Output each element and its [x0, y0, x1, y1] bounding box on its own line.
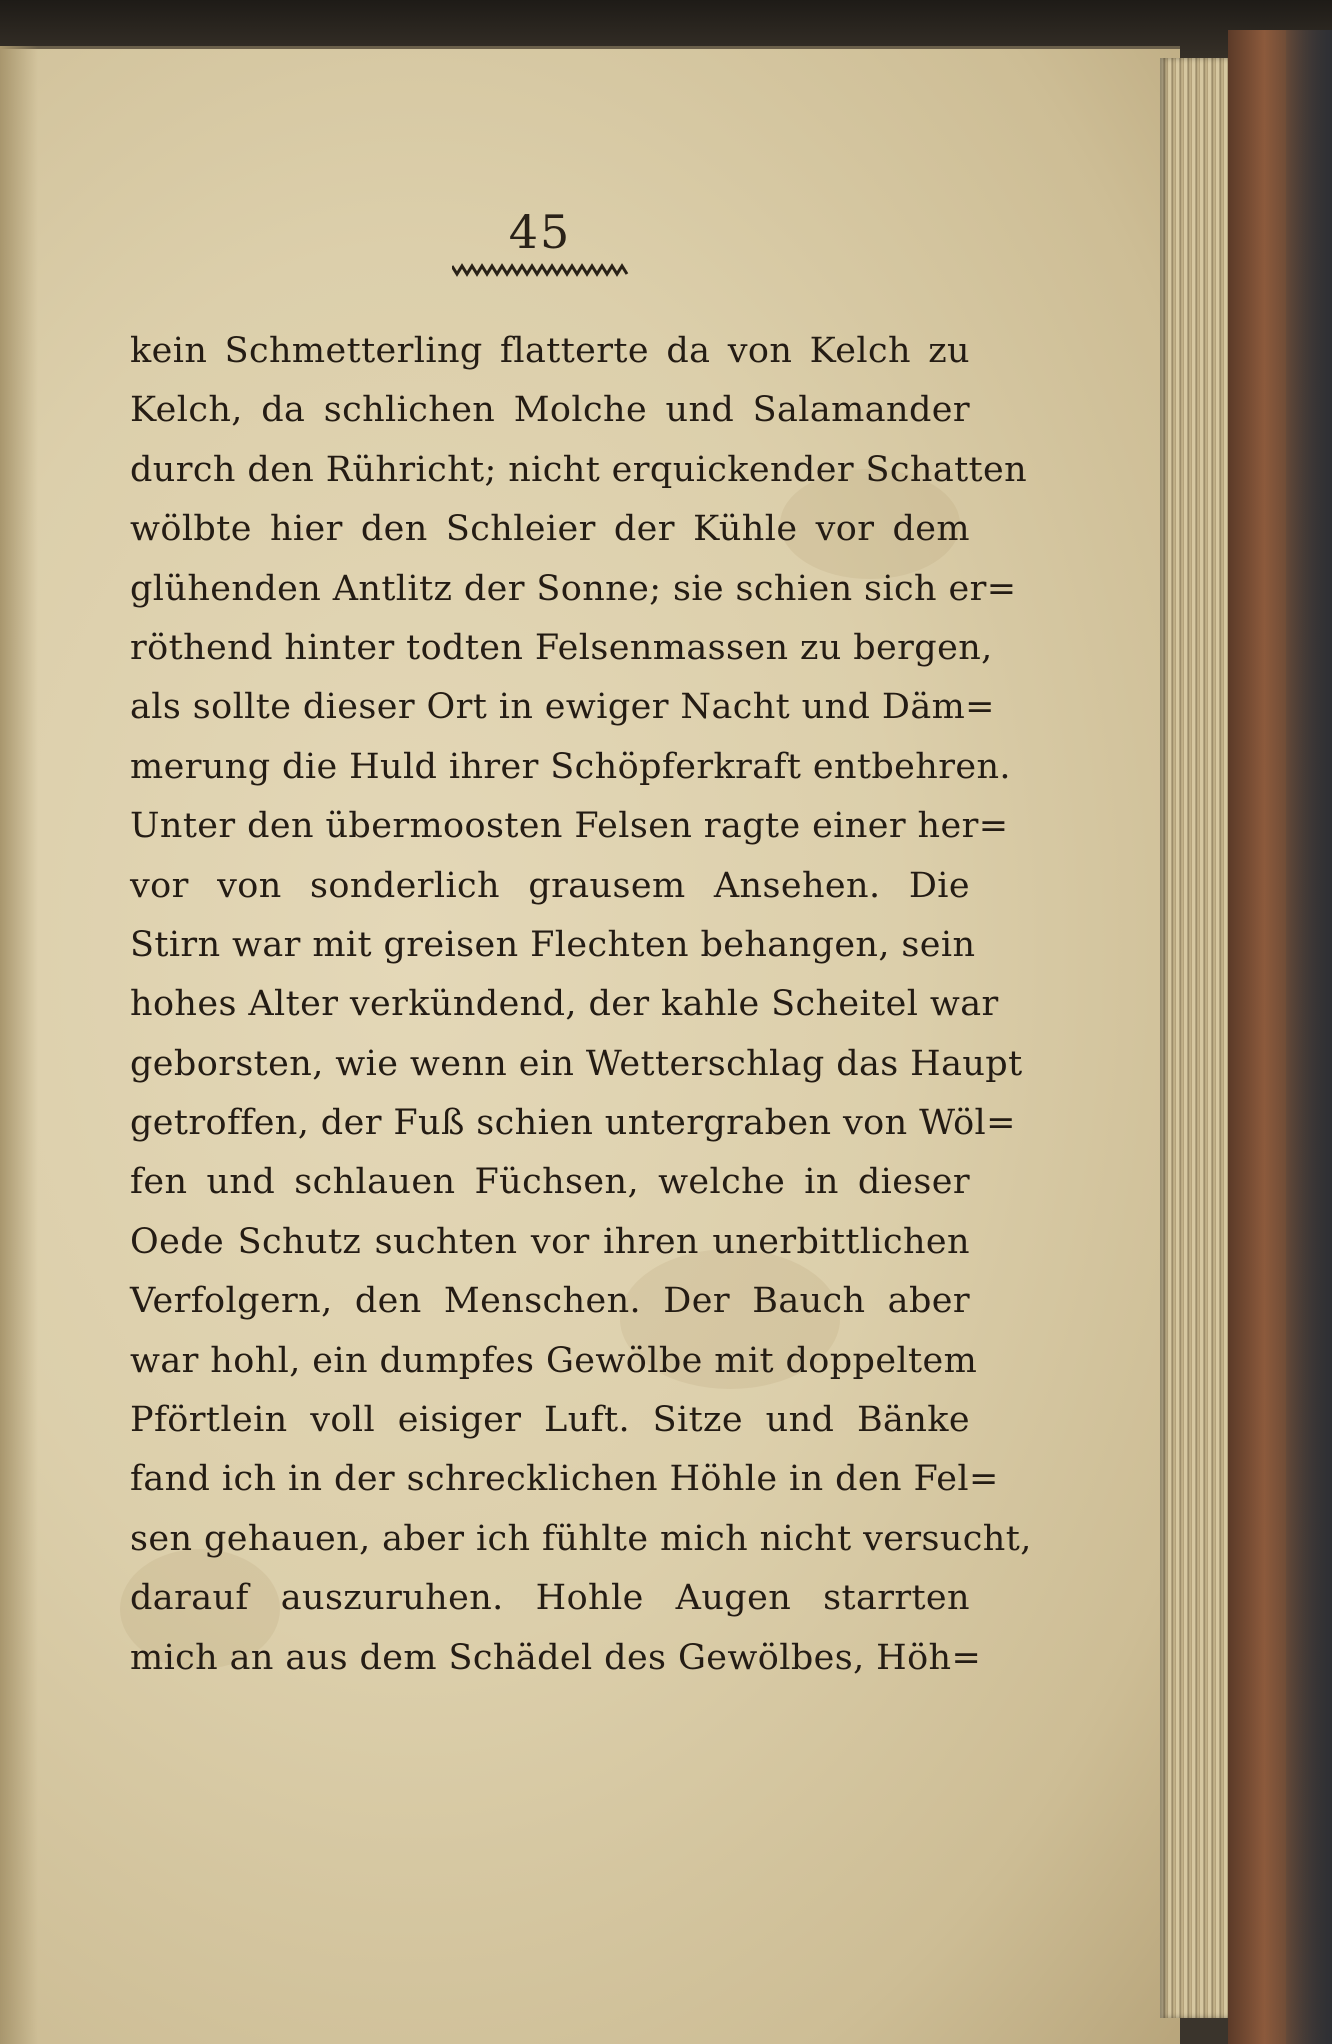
- text-line: glühenden Antlitz der Sonne; sie schien sich er=: [130, 568, 1017, 609]
- body-text: [130, 322, 1032, 1688]
- text-line: kein Schmetterling flatterte da von Kelch zu: [130, 331, 970, 371]
- text-line: geborsten, wie wenn ein Wetterschlag das Haupt: [130, 1043, 1023, 1084]
- text-line: sen gehauen, aber ich fühlte mich nicht versucht,: [130, 1518, 1032, 1559]
- text-line: merung die Huld ihrer Schöpferkraft entbehren.: [130, 746, 1011, 787]
- text-line: Pförtlein voll eisiger Luft. Sitze und Bänke: [130, 1400, 970, 1441]
- book-cover-shade: [1286, 30, 1332, 2044]
- text-line: Oede Schutz suchten vor ihren unerbittlichen: [130, 1221, 970, 1262]
- page-gutter-left: [0, 46, 38, 2044]
- text-line: fen und schlauen Füchsen, welche in dieser: [130, 1162, 970, 1203]
- text-line: war hohl, ein dumpfes Gewölbe mit doppeltem: [130, 1340, 978, 1381]
- text-line: Unter den übermoosten Felsen ragte einer her=: [130, 806, 1009, 847]
- wavy-rule-ornament: [452, 262, 630, 278]
- text-line: Kelch, da schlichen Molche und Salamander: [130, 390, 970, 431]
- text-line: Verfolgern, den Menschen. Der Bauch aber: [130, 1281, 970, 1322]
- page-number: 45: [508, 205, 572, 259]
- stacked-page-edges: [1160, 58, 1230, 2018]
- text-line: darauf auszuruhen. Hohle Augen starrten: [130, 1578, 970, 1619]
- text-line: mich an aus dem Schädel des Gewölbes, Höh=: [130, 1637, 982, 1678]
- text-line: als sollte dieser Ort in ewiger Nacht und Däm=: [130, 687, 995, 728]
- text-line: fand ich in der schrecklichen Höhle in den Fel=: [130, 1459, 999, 1500]
- text-line: wölbte hier den Schleier der Kühle vor dem: [130, 509, 970, 550]
- text-line: durch den Rühricht; nicht erquickender Schatten: [130, 449, 1028, 490]
- text-line: Stirn war mit greisen Flechten behangen, sein: [130, 924, 976, 965]
- text-line: vor von sonderlich grausem Ansehen. Die: [130, 865, 970, 906]
- text-line: hohes Alter verkündend, der kahle Scheitel war: [130, 984, 999, 1025]
- text-line: röthend hinter todten Felsenmassen zu bergen,: [130, 627, 993, 668]
- text-line: getroffen, der Fuß schien untergraben von Wöl=: [130, 1103, 1016, 1144]
